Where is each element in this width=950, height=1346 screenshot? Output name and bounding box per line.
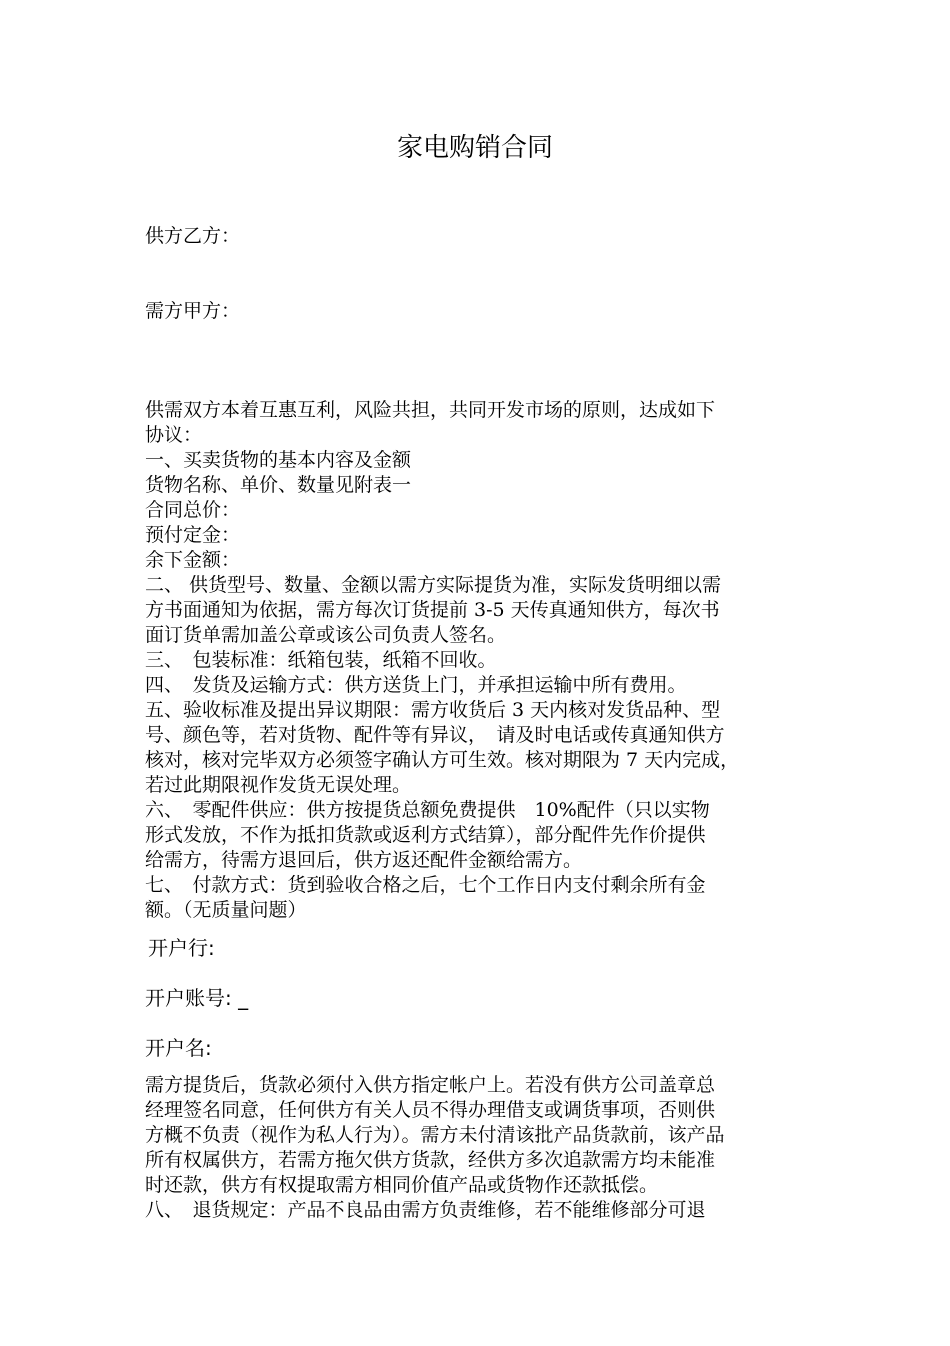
bank-label: 开户行: <box>148 936 215 960</box>
paragraph-line: 所有权属供方，若需方拖欠供方货款，经供方多次追款需方均未能准 <box>145 1149 716 1171</box>
paragraph-line: 二、 供货型号、数量、金额以需方实际提货为准，实际发货明细以需 <box>145 574 722 596</box>
paragraph-line: 面订货单需加盖公章或该公司负责人签名。 <box>145 624 507 646</box>
paragraph-line: 八、 退货规定：产品不良品由需方负责维修，若不能维修部分可退 <box>145 1199 706 1221</box>
deposit-label: 预付定金： <box>145 524 241 546</box>
paragraph-line: 若过此期限视作发货无误处理。 <box>145 774 412 796</box>
page-title: 家电购销合同 <box>396 133 553 163</box>
account-number-value: _ <box>238 986 249 1010</box>
contract-total-label: 合同总价： <box>145 499 241 521</box>
paragraph-line: 额。（无质量问题） <box>145 899 307 921</box>
paragraph-line: 经理签名同意，任何供方有关人员不得办理借支或调货事项，否则供 <box>145 1099 716 1121</box>
paragraph-line: 号、颜色等，若对货物、配件等有异议， 请及时电话或传真通知供方 <box>145 724 725 746</box>
paragraph-line: 时还款，供方有权提取需方相同价值产品或货物作还款抵偿。 <box>145 1174 659 1196</box>
supplier-label: 供方乙方： <box>145 225 241 247</box>
buyer-label: 需方甲方： <box>145 300 241 322</box>
paragraph-line: 货物名称、单价、数量见附表一 <box>145 474 412 496</box>
paragraph-line: 方概不负责（视作为私人行为）。需方未付清该批产品货款前，该产品 <box>145 1124 725 1146</box>
remaining-amount-label: 余下金额： <box>145 549 241 571</box>
account-number-field <box>145 986 248 1011</box>
paragraph-line: 供需双方本着互惠互利，风险共担，共同开发市场的原则，达成如下 <box>145 399 716 421</box>
paragraph-line: 四、 发货及运输方式：供方送货上门，并承担运输中所有费用。 <box>145 674 687 696</box>
paragraph-line: 七、 付款方式：货到验收合格之后，七个工作日内支付剩余所有金 <box>145 874 706 896</box>
paragraph-line: 三、 包装标准：纸箱包装，纸箱不回收。 <box>145 649 497 671</box>
paragraph-line: 六、 零配件供应：供方按提货总额免费提供 10%配件（只以实物 <box>145 799 710 821</box>
paragraph-line: 五、验收标准及提出异议期限：需方收货后 3 天内核对发货品种、型 <box>145 699 721 721</box>
paragraph-line: 核对，核对完毕双方必须签字确认方可生效。核对期限为 7 天内完成， <box>145 749 740 771</box>
section-heading: 一、买卖货物的基本内容及金额 <box>145 449 412 471</box>
paragraph-line: 给需方，待需方退回后，供方返还配件金额给需方。 <box>145 849 583 871</box>
paragraph-line: 形式发放，不作为抵扣货款或返利方式结算），部分配件先作价提供 <box>145 824 706 846</box>
paragraph-line: 协议： <box>145 424 203 446</box>
account-number-label: 开户账号: <box>145 986 232 1010</box>
paragraph-line: 需方提货后，货款必须付入供方指定帐户上。若没有供方公司盖章总 <box>145 1074 716 1096</box>
paragraph-line: 方书面通知为依据，需方每次订货提前 3-5 天传真通知供方，每次书 <box>145 599 720 621</box>
account-name-label: 开户名: <box>145 1036 212 1060</box>
